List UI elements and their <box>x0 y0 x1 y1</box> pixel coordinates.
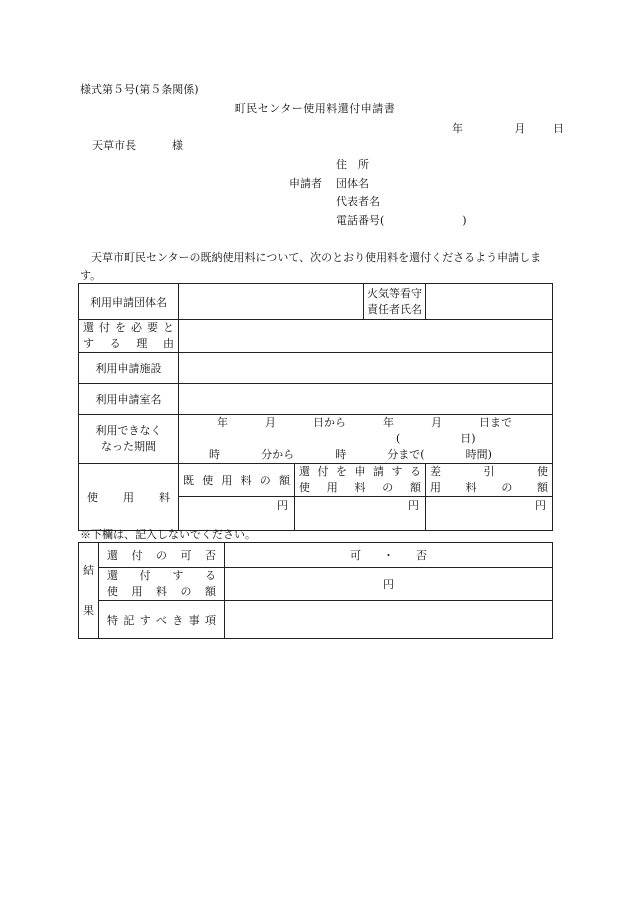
remarks-input[interactable] <box>225 601 553 639</box>
period-from-hour: 時 <box>209 448 220 461</box>
office-use-note: ※下欄は、記入しないでください。 <box>80 528 256 541</box>
period-line1 <box>179 415 552 431</box>
date-month: 月 <box>514 122 526 135</box>
refund-amount-input[interactable] <box>225 568 553 601</box>
date-day: 日 <box>553 122 564 135</box>
request-table <box>78 283 553 531</box>
refund-fee-input[interactable] <box>295 497 426 531</box>
period-label-line1: 利用できなく <box>95 424 162 437</box>
group-name-input[interactable] <box>179 284 364 320</box>
fire-manager-line2: 責任者氏名 <box>367 302 422 316</box>
phone-close: ) <box>462 214 467 227</box>
date-line <box>452 120 564 136</box>
diff-fee-yen: 円 <box>535 499 546 512</box>
room-input[interactable] <box>179 384 553 415</box>
applicant-group-label: 団体名 <box>336 177 369 190</box>
period-days-close: 日) <box>460 432 476 445</box>
refund-amount-line2: 使用料の額 <box>107 585 216 598</box>
period-to-minute: 分まで( <box>387 448 425 461</box>
period-line2 <box>179 431 552 447</box>
period-to-year: 年 <box>383 416 394 429</box>
paid-fee-label <box>179 464 295 497</box>
refund-fee-line2: 使用料の額 <box>299 481 421 494</box>
fire-manager-input[interactable] <box>426 284 553 320</box>
fee-label-text: 使用料 <box>87 491 170 504</box>
group-name-label: 利用申請団体名 <box>79 284 179 320</box>
paid-fee-yen: 円 <box>277 499 288 512</box>
result-label <box>79 543 99 639</box>
reason-label <box>79 320 179 353</box>
applicant-label: 申請者 <box>289 177 322 190</box>
date-year: 年 <box>452 122 463 135</box>
addressee-honorific: 様 <box>172 139 183 152</box>
approval-label-text: 還付の可否 <box>107 549 216 562</box>
result-label-1: 結 <box>83 563 94 577</box>
period-input[interactable] <box>179 415 553 464</box>
refund-amount-line1: 還付する <box>107 569 216 582</box>
refund-amount-yen: 円 <box>383 578 394 591</box>
reason-line1: 還付を必要と <box>83 321 174 334</box>
refund-amount-label <box>99 568 225 601</box>
period-to-day: 日まで <box>479 416 512 429</box>
form-number: 様式第５号(第５条関係) <box>80 83 199 96</box>
phone-open: 電話番号( <box>336 214 385 227</box>
period-to-month: 月 <box>431 416 442 429</box>
reason-line2: する理由 <box>83 337 174 350</box>
approval-value[interactable]: 可 ・ 否 <box>225 543 553 568</box>
addressee-name: 天草市長 <box>92 139 136 152</box>
applicant-address-label: 住 所 <box>336 158 369 171</box>
diff-fee-line1: 差引使 <box>430 465 548 478</box>
fee-label <box>79 464 179 531</box>
applicant-phone <box>336 212 467 228</box>
period-from-year: 年 <box>217 416 228 429</box>
remarks-label-text: 特記すべき事項 <box>107 613 216 627</box>
facility-label: 利用申請施設 <box>79 353 179 384</box>
room-label: 利用申請室名 <box>79 384 179 415</box>
diff-fee-line2: 用料の額 <box>430 481 548 494</box>
refund-fee-label <box>295 464 426 497</box>
diff-fee-label <box>426 464 553 497</box>
page-title: 町民センター使用料還付申請書 <box>234 102 396 115</box>
refund-fee-line1: 還付を申請する <box>299 465 421 478</box>
remarks-label <box>99 601 225 639</box>
request-text: 天草市町民センターの既納使用料について、次のとおり使用料を還付くださるよう申請します。 <box>80 251 542 282</box>
period-days-open: ( <box>396 432 401 445</box>
diff-fee-input[interactable] <box>426 497 553 531</box>
period-to-hour: 時 <box>335 448 347 461</box>
refund-fee-yen: 円 <box>408 499 419 512</box>
period-hours: 時間) <box>465 448 492 461</box>
period-from-minute: 分から <box>261 448 295 461</box>
addressee <box>92 137 183 153</box>
reason-input[interactable] <box>179 320 553 353</box>
period-label-line2: なった期間 <box>101 440 156 453</box>
period-from-month: 月 <box>265 416 276 429</box>
approval-label <box>99 543 225 568</box>
paid-fee-label-text: 既使用料の額 <box>183 474 290 487</box>
result-label-2: 果 <box>83 603 94 617</box>
period-from-day: 日から <box>313 416 346 429</box>
applicant-representative-label: 代表者名 <box>336 195 380 208</box>
fire-manager-label <box>364 284 426 320</box>
period-label <box>79 415 179 464</box>
fire-manager-line1: 火気等看守 <box>367 286 422 300</box>
facility-input[interactable] <box>179 353 553 384</box>
result-table <box>78 542 553 639</box>
period-line3 <box>179 447 552 463</box>
